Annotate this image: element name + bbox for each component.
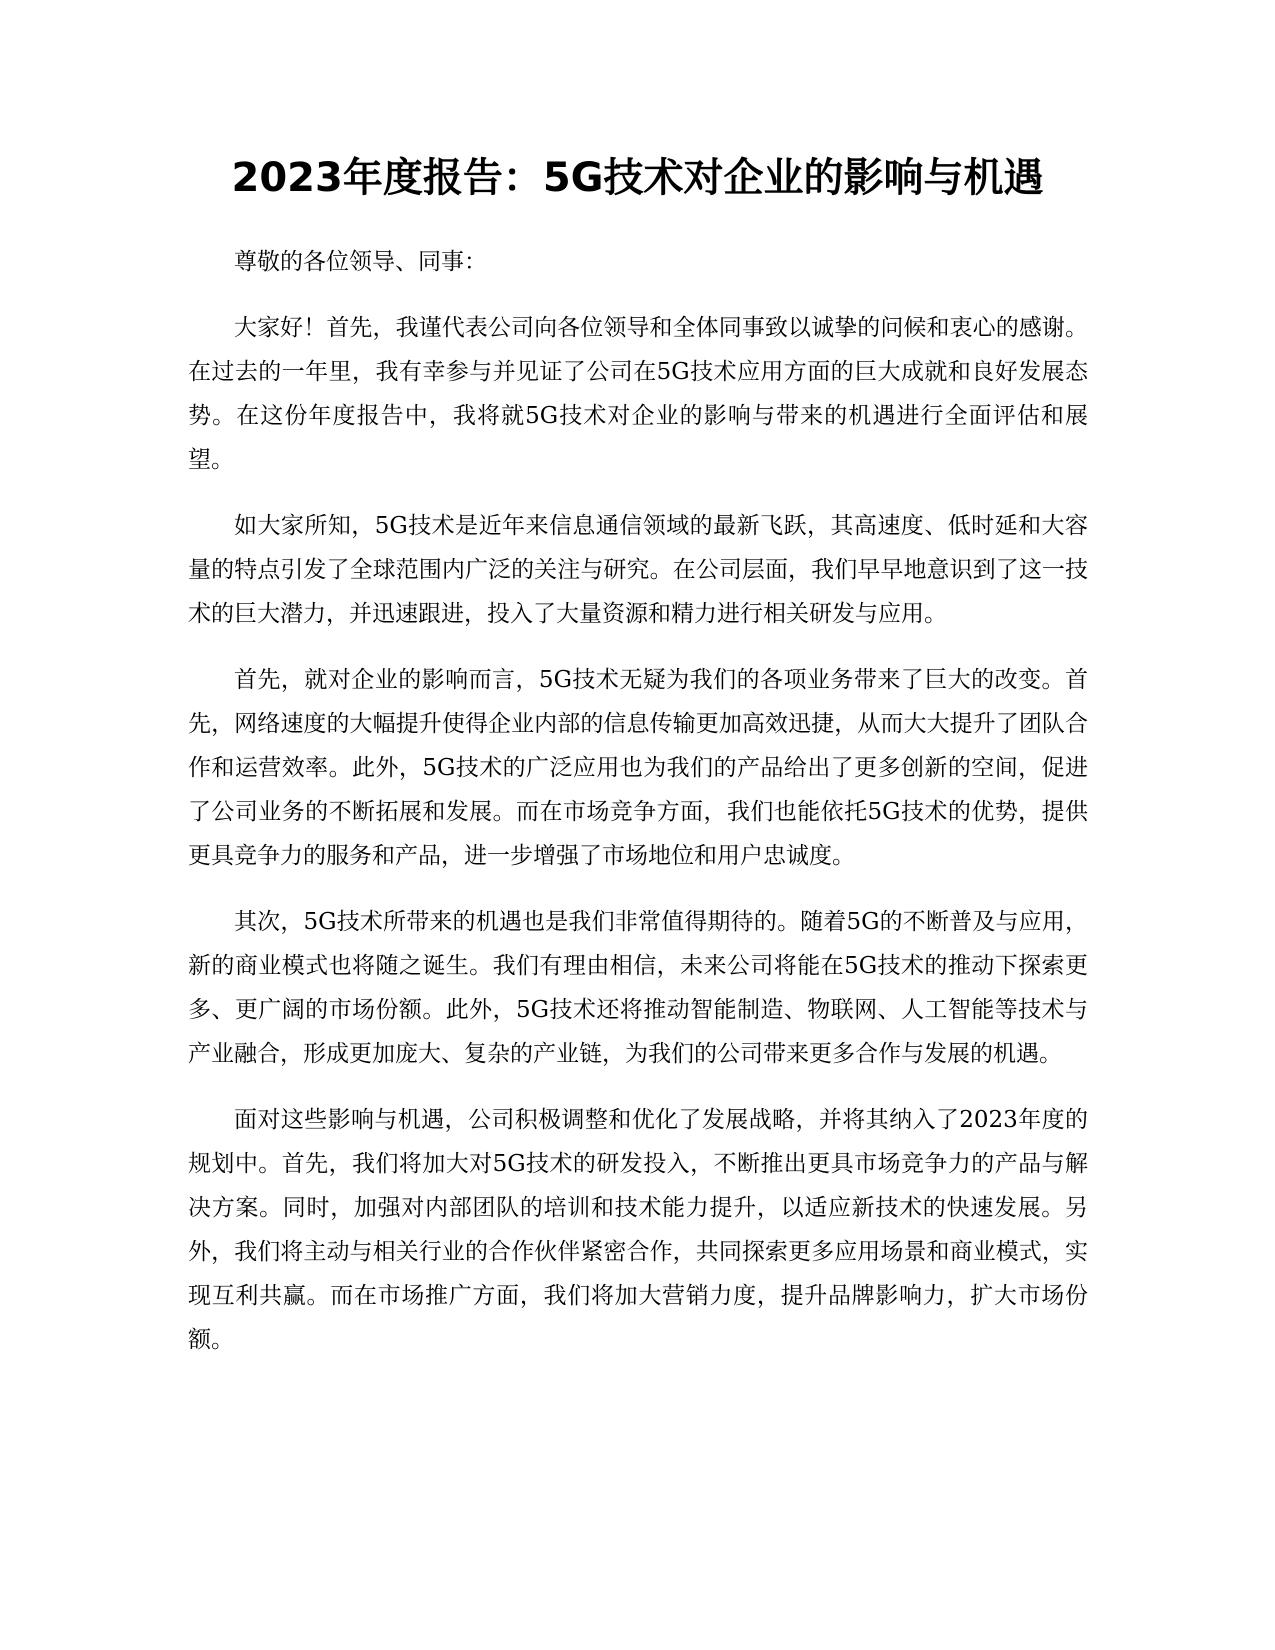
- body-paragraph: 大家好！首先，我谨代表公司向各位领导和全体同事致以诚挚的问候和衷心的感谢。在过去的一年里，我有幸参与并见证了公司在5G技术应用方面的巨大成就和良好发展态势。在这份年度报告中，我将就5G技术对企业的影响与带来的机遇进行全面评估和展望。: [188, 315, 1088, 473]
- body-paragraph: 面对这些影响与机遇，公司积极调整和优化了发展战略，并将其纳入了2023年度的规划中。首先，我们将加大对5G技术的研发投入，不断推出更具市场竞争力的产品与解决方案。同时，加强对内部团队的培训和技术能力提升，以适应新技术的快速发展。另外，我们将主动与相关行业的合作伙伴紧密合作，共同探索更多应用场景和商业模式，实现互利共赢。而在市场推广方面，我们将加大营销力度，提升品牌影响力，扩大市场份额。: [188, 1107, 1088, 1353]
- document-body: [188, 240, 1088, 1384]
- document-title: 2023年度报告：5G技术对企业的影响与机遇: [231, 155, 1044, 201]
- body-paragraph: 如大家所知，5G技术是近年来信息通信领域的最新飞跃，其高速度、低时延和大容量的特点引发了全球范围内广泛的关注与研究。在公司层面，我们早早地意识到了这一技术的巨大潜力，并迅速跟进，投入了大量资源和精力进行相关研发与应用。: [188, 513, 1088, 627]
- salutation-paragraph: 尊敬的各位领导、同事：: [234, 249, 487, 275]
- body-paragraph: 首先，就对企业的影响而言，5G技术无疑为我们的各项业务带来了巨大的改变。首先，网络速度的大幅提升使得企业内部的信息传输更加高效迅捷，从而大大提升了团队合作和运营效率。此外，5G技术的广泛应用也为我们的产品给出了更多创新的空间，促进了公司业务的不断拓展和发展。而在市场竞争方面，我们也能依托5G技术的优势，提供更具竞争力的服务和产品，进一步增强了市场地位和用户忠诚度。: [188, 667, 1088, 869]
- body-paragraph: 其次，5G技术所带来的机遇也是我们非常值得期待的。随着5G的不断普及与应用，新的商业模式也将随之诞生。我们有理由相信，未来公司将能在5G技术的推动下探索更多、更广阔的市场份额。此外，5G技术还将推动智能制造、物联网、人工智能等技术与产业融合，形成更加庞大、复杂的产业链，为我们的公司带来更多合作与发展的机遇。: [188, 909, 1088, 1067]
